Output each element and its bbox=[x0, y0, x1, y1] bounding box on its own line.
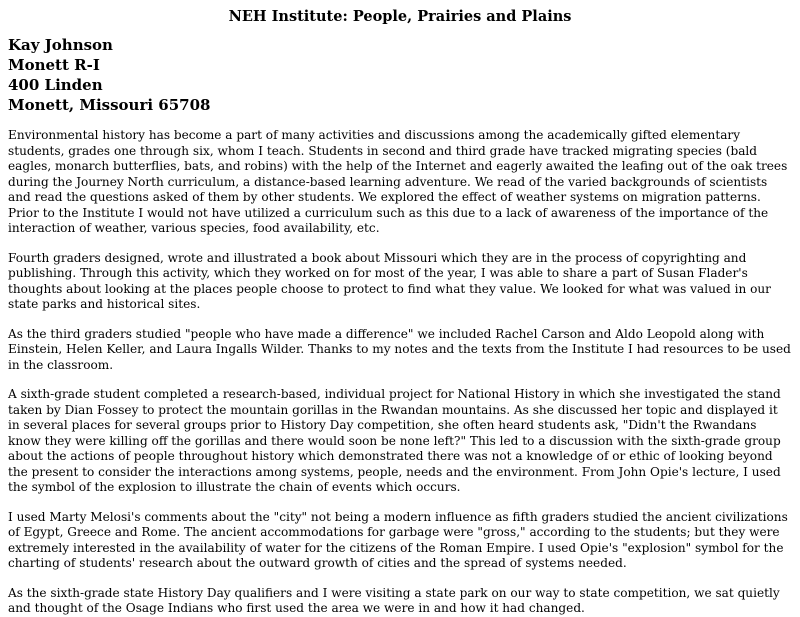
author-city-state-zip: Monett, Missouri 65708 bbox=[8, 96, 211, 114]
paragraph-third-graders: As the third graders studied "people who have made a difference" we included Rachel Carson and Aldo Leopold along with Einstein, Helen Keller, and Laura Ingalls Wilder. Thanks to my notes and the texts from the Institute I had resources to be used in the classroom. bbox=[8, 326, 791, 372]
author-name: Kay Johnson bbox=[8, 36, 113, 54]
paragraph-environmental-history: Environmental history has become a part of many activities and discussions among the academically gifted elementary students, grades one through six, whom I teach. Students in second and third grade have tracked migrating species (bald eagles, monarch butterflies, bats, and robins) with the help of the Internet and eagerly awaited the leafing out of the oak trees during the Journey North curriculum, a distance-based learning adventure. We read of the varied backgrounds of scientists and read the questions asked of them by other students. We explored the effect of weather systems on migration patterns. Prior to the Institute I would not have utilized a curriculum such as this due to a lack of awareness of the importance of the interaction of weather, various species, food availability, etc. bbox=[8, 128, 788, 235]
author-school: Monett R-I bbox=[8, 56, 100, 74]
author-address-block bbox=[8, 35, 792, 115]
paragraph-sixth-grade-project: A sixth-grade student completed a research-based, individual project for National History in which she investigated the stand taken by Dian Fossey to protect the mountain gorillas in the Rwandan mountains. As she discussed her topic and displayed it in several places for several groups prior to History Day competition, she often heard students ask, "Didn't the Rwandans know they were killing off the gorillas and there would soon be none left?" This led to a discussion with the sixth-grade group about the actions of people throughout history which demonstrated there was not a knowledge of or ethic of looking beyond the present to consider the interactions among systems, people, needs and the environment. From John Opie's lecture, I used the symbol of the explosion to illustrate the chain of events which occurs. bbox=[8, 387, 781, 494]
paragraph-fifth-graders-cities: I used Marty Melosi's comments about the "city" not being a modern influence as fifth graders studied the ancient civilizations of Egypt, Greece and Rome. The ancient accommodations for garbage were "gross," according to the students; but they were extremely interested in the availability of water for the citizens of the Roman Empire. I used Opie's "explosion" symbol for the charting of students' research about the outward growth of cities and the spread of systems needed. bbox=[8, 509, 788, 570]
page-title: NEH Institute: People, Prairies and Plains bbox=[228, 8, 572, 25]
author-street: 400 Linden bbox=[8, 76, 103, 94]
paragraph-fourth-graders: Fourth graders designed, wrote and illustrated a book about Missouri which they are in the process of copyrighting and publishing. Through this activity, which they worked on for most of the year, I was able to share a part of Susan Flader's thoughts about looking at the places people choose to protect to find what they value. We looked for what was valued in our state parks and historical sites. bbox=[8, 250, 771, 311]
paragraph-state-park-visit: As the sixth-grade state History Day qualifiers and I were visiting a state park on our way to state competition, we sat quietly and thought of the Osage Indians who first used the area we were in and how it had changed. bbox=[8, 585, 780, 615]
